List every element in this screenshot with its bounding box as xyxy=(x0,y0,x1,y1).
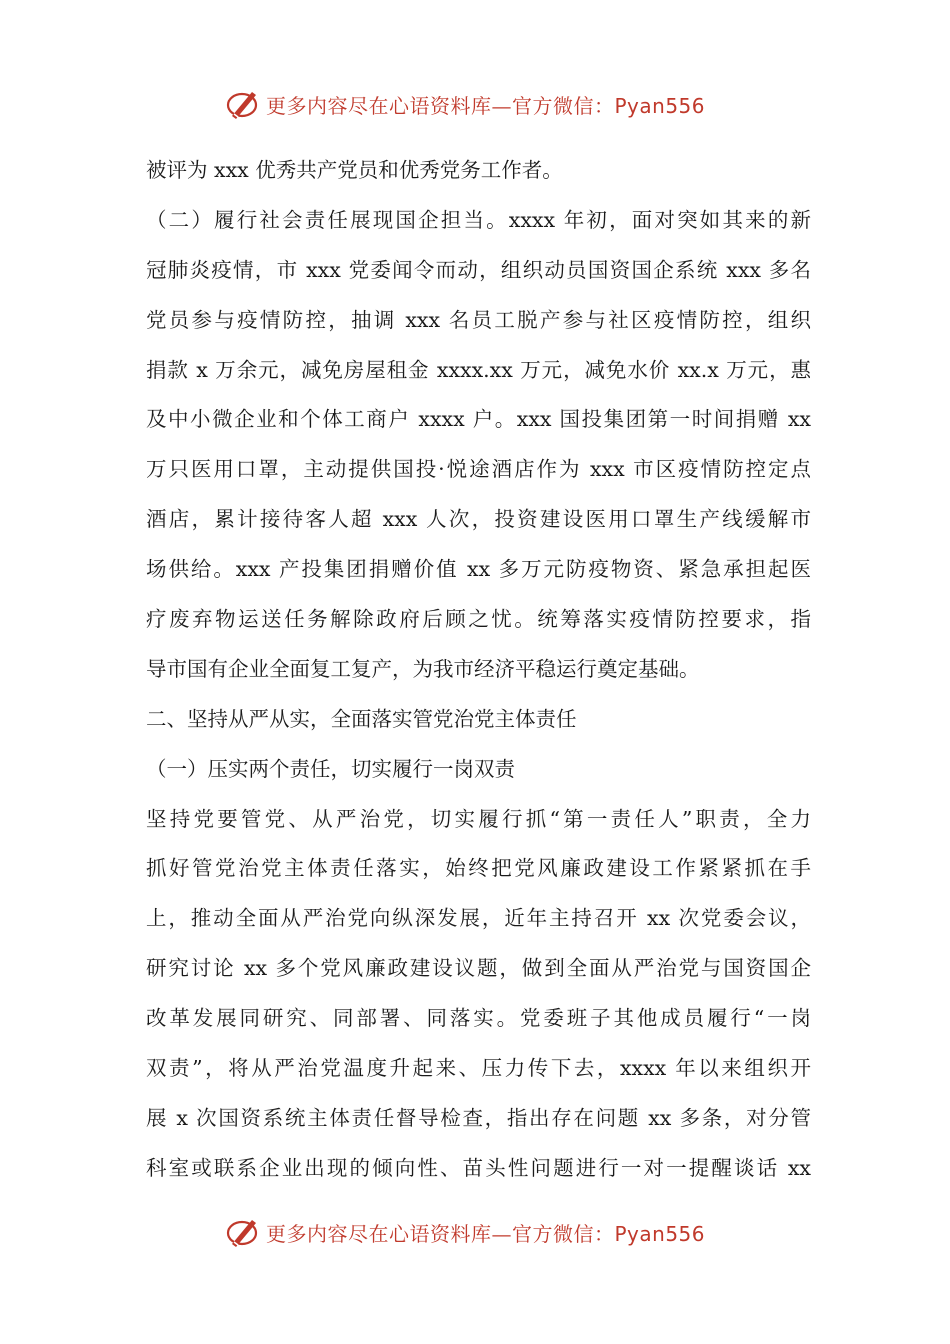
text-line: 捐款 x 万余元，减免房屋租金 xxxx.xx 万元，减免水价 xx.x 万元，惠 xyxy=(146,357,811,382)
watermark-text xyxy=(266,90,705,119)
text-line: 改革发展同研究、同部署、同落实。党委班子其他成员履行“一岗 xyxy=(146,1006,811,1031)
pen-logo-icon xyxy=(224,86,262,122)
watermark-text xyxy=(266,1218,705,1247)
watermark-wechat-label: 官方微信： xyxy=(512,93,615,118)
watermark-wechat-label: 官方微信： xyxy=(512,1221,615,1246)
text-line: 被评为 xxx 优秀共产党员和优秀党务工作者。 xyxy=(146,158,563,182)
text-line: 疗废弃物运送任务解除政府后顾之忧。统筹落实疫情防控要求，指 xyxy=(146,607,811,632)
text-line: 二、坚持从严从实，全面落实管党治党主体责任 xyxy=(146,706,577,731)
watermark-site-text: 更多内容尽在心语资料库— xyxy=(266,1221,512,1246)
text-line: 党员参与疫情防控，抽调 xxx 名员工脱产参与社区疫情防控，组织 xyxy=(146,307,811,332)
text-line: （二）履行社会责任展现国企担当。xxxx 年初，面对突如其来的新 xyxy=(146,207,811,232)
text-line: 场供给。xxx 产投集团捐赠价值 xx 多万元防疫物资、紧急承担起医 xyxy=(146,557,811,582)
text-line: 万只医用口罩，主动提供国投·悦途酒店作为 xxx 市区疫情防控定点 xyxy=(146,457,811,482)
text-line: 研究讨论 xx 多个党风廉政建设议题，做到全面从严治党与国资国企 xyxy=(146,956,811,981)
header-watermark xyxy=(224,84,744,124)
pen-logo-icon xyxy=(224,1214,262,1250)
watermark-wechat-id: Pyan556 xyxy=(614,93,706,118)
footer-watermark xyxy=(224,1212,744,1252)
watermark-site-text: 更多内容尽在心语资料库— xyxy=(266,93,512,118)
document-body xyxy=(146,146,811,1194)
text-line: 导市国有企业全面复工复产，为我市经济平稳运行奠定基础。 xyxy=(146,656,700,681)
text-line: 冠肺炎疫情，市 xxx 党委闻令而动，组织动员国资国企系统 xxx 多名 xyxy=(146,257,811,282)
text-line: 上，推动全面从严治党向纵深发展，近年主持召开 xx 次党委会议， xyxy=(146,906,811,931)
text-line: 科室或联系企业出现的倾向性、苗头性问题进行一对一提醒谈话 xx xyxy=(146,1155,811,1180)
text-line: （一）压实两个责任，切实履行一岗双责 xyxy=(146,756,515,781)
text-line: 双责”，将从严治党温度升起来、压力传下去，xxxx 年以来组织开 xyxy=(146,1056,811,1081)
text-line: 坚持党要管党、从严治党，切实履行抓“第一责任人”职责，全力 xyxy=(146,806,811,831)
text-line: 展 x 次国资系统主体责任督导检查，指出存在问题 xx 多条，对分管 xyxy=(146,1105,811,1130)
text-line: 抓好管党治党主体责任落实，始终把党风廉政建设工作紧紧抓在手 xyxy=(146,856,811,881)
text-line: 酒店，累计接待客人超 xxx 人次，投资建设医用口罩生产线缓解市 xyxy=(146,507,811,532)
watermark-wechat-id: Pyan556 xyxy=(614,1221,706,1246)
text-line: 及中小微企业和个体工商户 xxxx 户。xxx 国投集团第一时间捐赠 xx xyxy=(146,407,811,432)
